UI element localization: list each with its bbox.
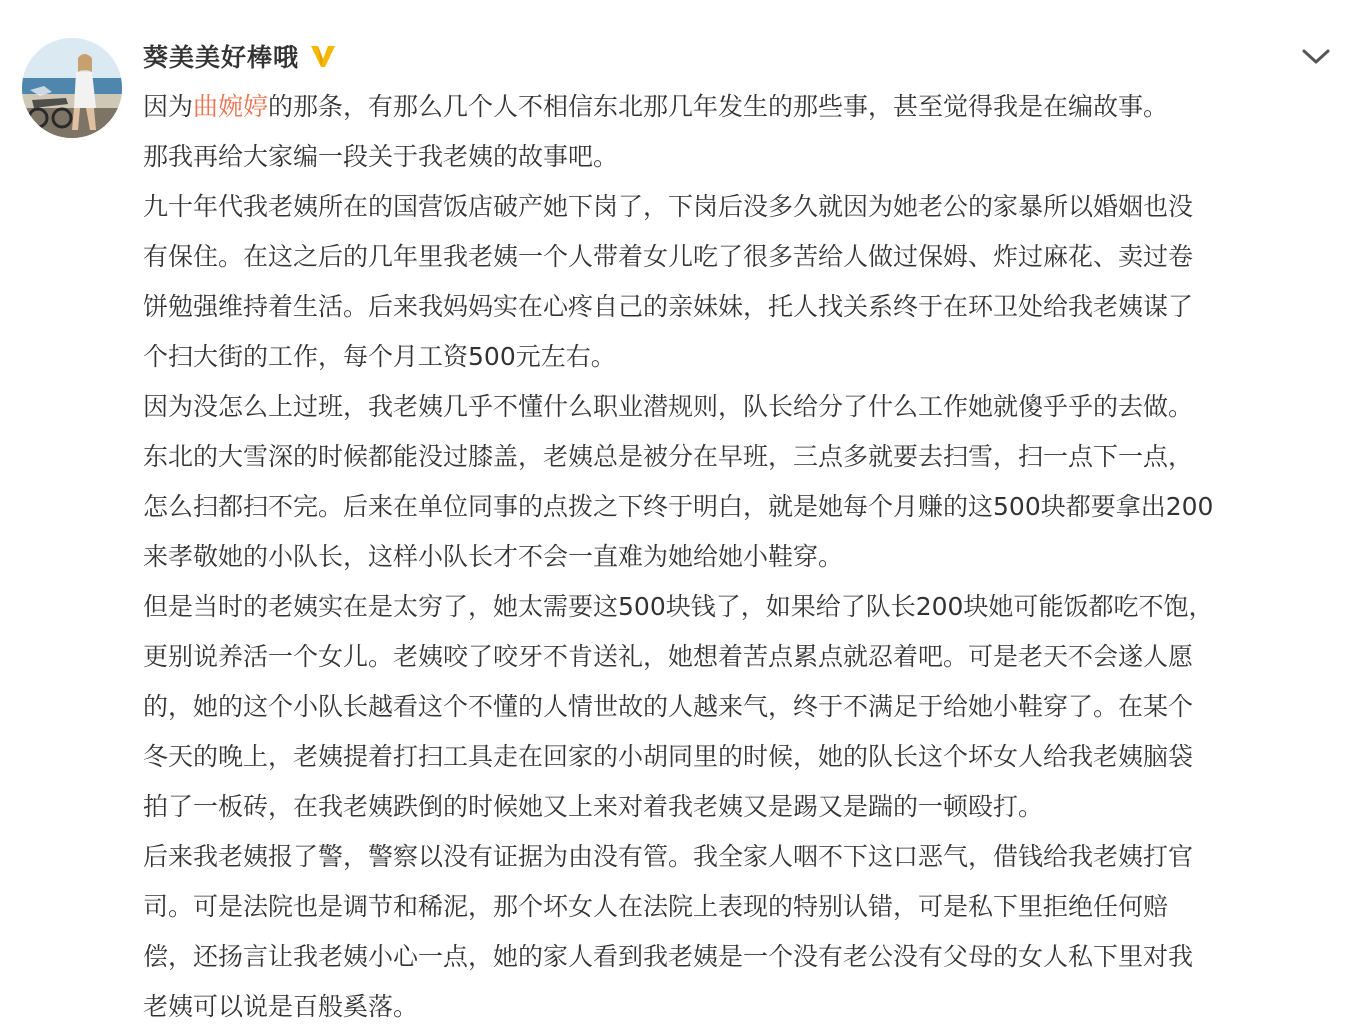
text-line: 冬天的晚上，老姨提着打扫工具走在回家的小胡同里的时候，她的队长这个坏女人给我老姨脑袋 [143,742,1194,771]
text-line: 更别说养活一个女儿。老姨咬了咬牙不肯送礼，她想着苦点累点就忍着吧。可是老天不会遂人愿 [143,642,1194,671]
text-line: 东北的大雪深的时候都能没过膝盖，老姨总是被分在早班，三点多就要去扫雪，扫一点下一点， [143,442,1194,471]
chevron-down-icon[interactable] [1300,44,1332,68]
text-line: 偿，还扬言让我老姨小心一点，她的家人看到我老姨是一个没有老公没有父母的女人私下里对我 [143,942,1194,971]
avatar-image [22,38,122,138]
text-line: 个扫大街的工作，每个月工资500元左右。 [143,342,616,371]
text-line: 饼勉强维持着生活。后来我妈妈实在心疼自己的亲妹妹，托人找关系终于在环卫处给我老姨谋了 [143,292,1194,321]
mention-link[interactable]: 曲婉婷 [193,92,269,121]
text-line: 有保住。在这之后的几年里我老姨一个人带着女儿吃了很多苦给人做过保姆、炸过麻花、卖过卷 [143,242,1194,271]
text-line: 因为没怎么上过班，我老姨几乎不懂什么职业潜规则，队长给分了什么工作她就傻乎乎的去做。 [143,392,1194,421]
text-line: 怎么扫都扫不完。后来在单位同事的点拨之下终于明白，就是她每个月赚的这500块都要拿出200 [143,492,1214,521]
avatar[interactable] [22,38,122,138]
text-line: 那我再给大家编一段关于我老姨的故事吧。 [143,142,619,171]
text-line: 司。可是法院也是调节和稀泥，那个坏女人在法院上表现的特别认错，可是私下里拒绝任何赔 [143,892,1169,921]
text-line: 老姨可以说是百般奚落。 [143,992,419,1021]
text-segment: 因为 [143,92,194,121]
text-line: 九十年代我老姨所在的国营饭店破产她下岗了，下岗后没多久就因为她老公的家暴所以婚姻也没 [143,192,1194,221]
text-segment: 的那条，有那么几个人不相信东北那几年发生的那些事，甚至觉得我是在编故事。 [268,92,1169,121]
post-text [143,82,1343,1030]
text-line: 拍了一板砖，在我老姨跌倒的时候她又上来对着我老姨又是踢又是踹的一顿殴打。 [143,792,1044,821]
text-line: 但是当时的老姨实在是太穷了，她太需要这500块钱了，如果给了队长200块她可能饭都吃不饱， [143,592,1214,621]
post-header [143,36,337,76]
text-line: 后来我老姨报了警，警察以没有证据为由没有管。我全家人咽不下这口恶气，借钱给我老姨打官 [143,842,1194,871]
text-line [143,82,1343,132]
verified-v-icon [309,42,337,70]
text-line: 的，她的这个小队长越看这个不懂的人情世故的人越来气，终于不满足于给她小鞋穿了。在某个 [143,692,1194,721]
text-line: 来孝敬她的小队长，这样小队长才不会一直难为她给她小鞋穿。 [143,542,844,571]
author-name[interactable]: 葵美美好棒哦 [143,43,300,72]
